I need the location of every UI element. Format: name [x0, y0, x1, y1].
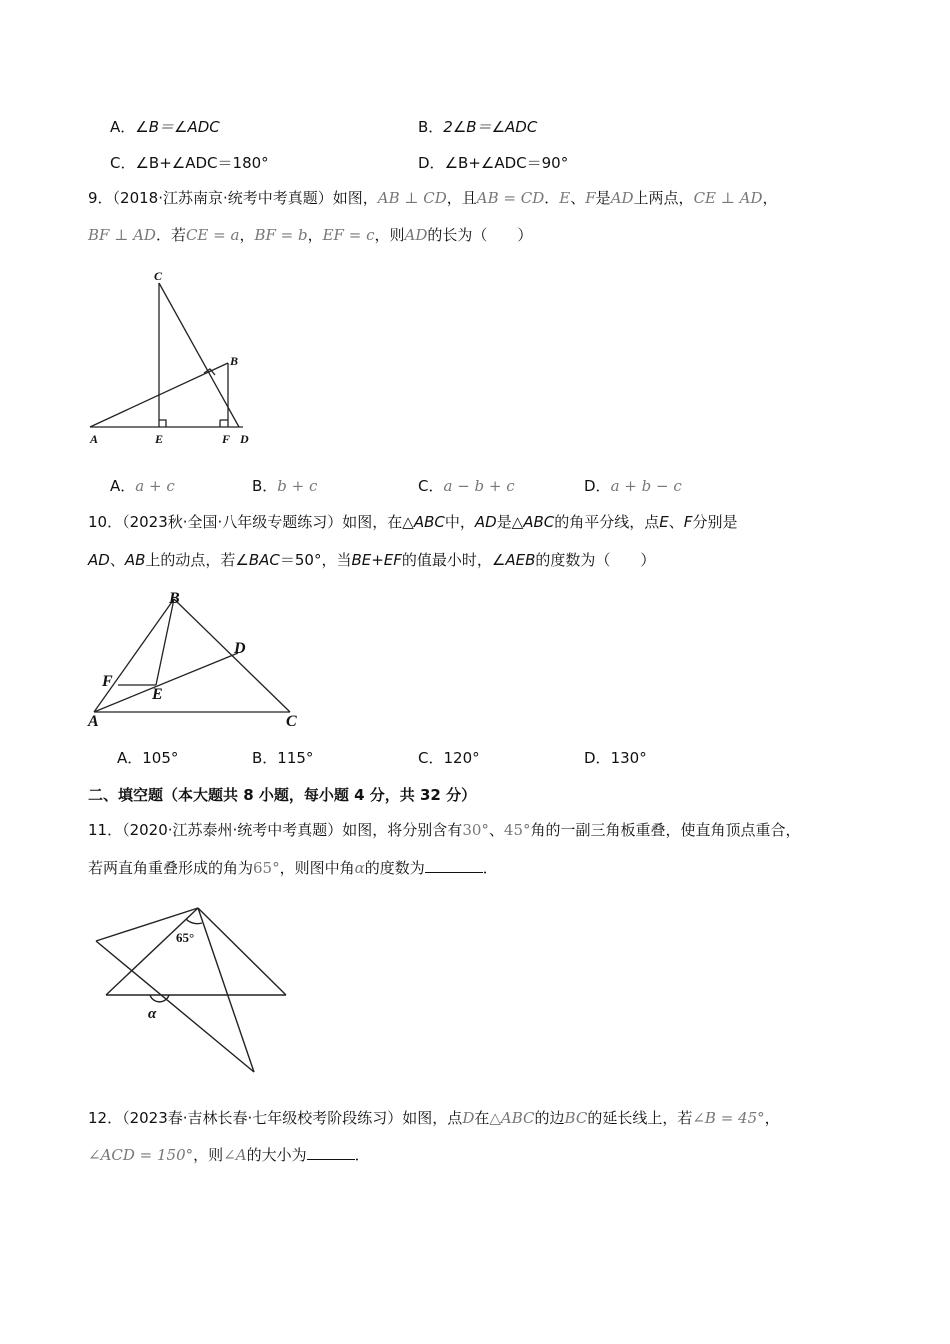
- option-letter: D．: [418, 154, 445, 172]
- option-text: 130°: [610, 749, 647, 767]
- option-text: ∠B+∠ADC＝90°: [444, 154, 569, 172]
- text: 的长为（ ）: [427, 226, 533, 244]
- math-bac: BAC: [248, 551, 280, 569]
- math-ad: AD: [88, 551, 110, 569]
- text: （2023秋·全国·八年级专题练习）如图，在△: [122, 513, 414, 531]
- text: 中，: [444, 513, 475, 531]
- text: ．: [544, 189, 560, 207]
- q10-option-d: [584, 748, 647, 768]
- option-letter: A．: [110, 118, 136, 136]
- q9-figure: [80, 265, 280, 455]
- option-text: 120°: [443, 749, 480, 767]
- math-ad: AD: [474, 513, 497, 531]
- label-f: F: [222, 432, 231, 446]
- q9-option-b: [252, 476, 317, 496]
- q12-stem-line2: [88, 1145, 370, 1165]
- question-number: 10．: [88, 513, 123, 531]
- q8-option-d: [418, 153, 568, 173]
- option-text: 105°: [142, 749, 179, 767]
- text: 、: [668, 513, 684, 531]
- q10-option-c: [418, 748, 480, 768]
- label-d: D: [240, 432, 249, 446]
- label-b: B: [169, 590, 180, 607]
- option-letter: D．: [584, 477, 611, 495]
- q9-stem-line1: [88, 188, 778, 208]
- label-b: B: [230, 354, 239, 368]
- q8-option-a: [110, 117, 220, 137]
- q12-stem-line1: [88, 1108, 780, 1128]
- q9-option-c: [418, 476, 515, 496]
- label-c: C: [286, 713, 297, 730]
- math-alpha: α: [354, 859, 365, 877]
- text: 若两直角重叠形成的角为: [88, 859, 254, 877]
- text: ＝50°，当: [279, 551, 352, 569]
- math-ab: AB: [124, 551, 146, 569]
- label-c: C: [154, 269, 163, 283]
- option-text: 2∠B＝∠ADC: [443, 118, 538, 136]
- option-text: a + b − c: [610, 477, 682, 495]
- q10-figure: [80, 585, 320, 735]
- angle-65-arc: [186, 919, 202, 924]
- text: 角的一副三角板重叠，使直角顶点重合，: [530, 821, 801, 839]
- text: 是△: [496, 513, 524, 531]
- text: ，则图中角: [279, 859, 355, 877]
- label-a: A: [88, 713, 99, 730]
- option-text: b + c: [277, 477, 318, 495]
- option-letter: C．: [418, 477, 444, 495]
- label-f: F: [102, 673, 113, 690]
- text: ，: [307, 226, 323, 244]
- option-letter: C．: [418, 749, 444, 767]
- math-aeb: AEB: [505, 551, 536, 569]
- text: 、: [109, 551, 125, 569]
- math-ad: AD: [404, 226, 428, 244]
- text: ，则: [193, 1146, 224, 1164]
- line-cd: [159, 283, 239, 427]
- text: ．若: [155, 226, 186, 244]
- triangle1-edge-right: [198, 908, 254, 1072]
- text: 的度数为（ ）: [535, 551, 656, 569]
- text: 的值最小时，∠: [401, 551, 506, 569]
- math-bc: BC: [564, 1109, 588, 1127]
- q11-stem-line1: [88, 820, 801, 840]
- math-ab-eq-cd: AB = CD: [476, 189, 545, 207]
- option-letter: B．: [252, 477, 278, 495]
- math-65-deg: 65°: [253, 859, 280, 877]
- text: 、: [570, 189, 586, 207]
- math-bf-b: BF = b: [254, 226, 308, 244]
- question-number: 11．: [88, 821, 123, 839]
- math-ce-perp-ad: CE ⊥ AD: [693, 189, 763, 207]
- text: 的大小为: [246, 1146, 307, 1164]
- q10-option-b: [252, 748, 313, 768]
- text: ．: [482, 859, 498, 877]
- math-bf-perp-ad: BF ⊥ AD: [88, 226, 156, 244]
- option-letter: B．: [418, 118, 444, 136]
- text: 在: [474, 1109, 490, 1127]
- option-letter: A．: [117, 749, 143, 767]
- answer-blank[interactable]: [307, 1145, 355, 1160]
- option-letter: D．: [584, 749, 611, 767]
- section-title: 二、填空题（本大题共 8 小题，每小题 4 分，共 32 分）: [88, 786, 477, 804]
- text: 上两点，: [633, 189, 694, 207]
- option-letter: A．: [110, 477, 136, 495]
- q11-figure: [88, 900, 298, 1080]
- label-65: 65°: [176, 930, 195, 945]
- text: 是: [595, 189, 611, 207]
- text: ，则: [374, 226, 405, 244]
- label-alpha: α: [148, 1006, 157, 1022]
- option-text: ∠B+∠ADC＝180°: [135, 154, 269, 172]
- q9-stem-line2: [88, 225, 532, 245]
- q10-stem-line1: [88, 512, 737, 532]
- option-text: 115°: [277, 749, 314, 767]
- label-d: D: [234, 640, 246, 657]
- text: ．: [354, 1146, 370, 1164]
- text: ，且: [446, 189, 477, 207]
- text: （2020·江苏泰州·统考中考真题）如图，将分别含有: [122, 821, 463, 839]
- answer-blank[interactable]: [425, 858, 483, 873]
- math-abc: ABC: [523, 513, 555, 531]
- math-45-deg: 45°: [503, 821, 531, 839]
- q9-option-d: [584, 476, 682, 496]
- q9-option-a: [110, 476, 175, 496]
- text: ，: [762, 189, 778, 207]
- option-letter: B．: [252, 749, 278, 767]
- label-a: A: [90, 432, 99, 446]
- text: 的角平分线，点: [554, 513, 660, 531]
- math-e: E: [559, 189, 571, 207]
- math-angle-b: ∠B = 45°: [692, 1109, 765, 1127]
- math-ce-a: CE = a: [185, 226, 240, 244]
- math-abc: ABC: [413, 513, 445, 531]
- q9-source: （2018·江苏南京·统考中考真题）如图，: [112, 189, 378, 207]
- text: 的度数为: [364, 859, 425, 877]
- q8-option-c: [110, 153, 269, 173]
- triangle2-edge-left: [106, 908, 198, 995]
- math-f: F: [683, 513, 693, 531]
- text: ，: [764, 1109, 780, 1127]
- right-angle-e: [159, 420, 166, 427]
- triangle2-edge-right: [198, 908, 286, 995]
- option-letter: C．: [110, 154, 136, 172]
- text: 、: [488, 821, 504, 839]
- text: 分别是: [692, 513, 738, 531]
- triangle1-edge-long: [96, 941, 254, 1072]
- q11-stem-line2: [88, 858, 498, 878]
- question-number: 9．: [88, 189, 113, 207]
- math-ad: AD: [610, 189, 634, 207]
- q8-option-b: [418, 117, 537, 137]
- text: ，: [239, 226, 255, 244]
- text: （2023春·吉林长春·七年级校考阶段练习）如图，点: [122, 1109, 463, 1127]
- math-be-ef: BE+EF: [351, 551, 402, 569]
- math-30-deg: 30°: [462, 821, 489, 839]
- question-number: 12．: [88, 1109, 123, 1127]
- math-e: E: [659, 513, 669, 531]
- option-text: a + c: [135, 477, 175, 495]
- text: 的边: [534, 1109, 565, 1127]
- text: 上的动点，若∠: [145, 551, 249, 569]
- option-text: a − b + c: [443, 477, 515, 495]
- math-f: F: [585, 189, 596, 207]
- math-ef-c: EF = c: [322, 226, 375, 244]
- q10-option-a: [117, 748, 178, 768]
- math-ab-perp-cd: AB ⊥ CD: [377, 189, 447, 207]
- text: 的延长线上，若: [587, 1109, 693, 1127]
- label-e: E: [152, 686, 163, 703]
- math-angle-a: ∠A: [223, 1146, 247, 1164]
- math-angle-acd: ∠ACD = 150°: [88, 1146, 194, 1164]
- math-triangle-abc: △ABC: [489, 1109, 535, 1127]
- math-d: D: [462, 1109, 475, 1127]
- label-e: E: [155, 432, 164, 446]
- option-text: ∠B＝∠ADC: [135, 118, 220, 136]
- q10-stem-line2: [88, 550, 655, 570]
